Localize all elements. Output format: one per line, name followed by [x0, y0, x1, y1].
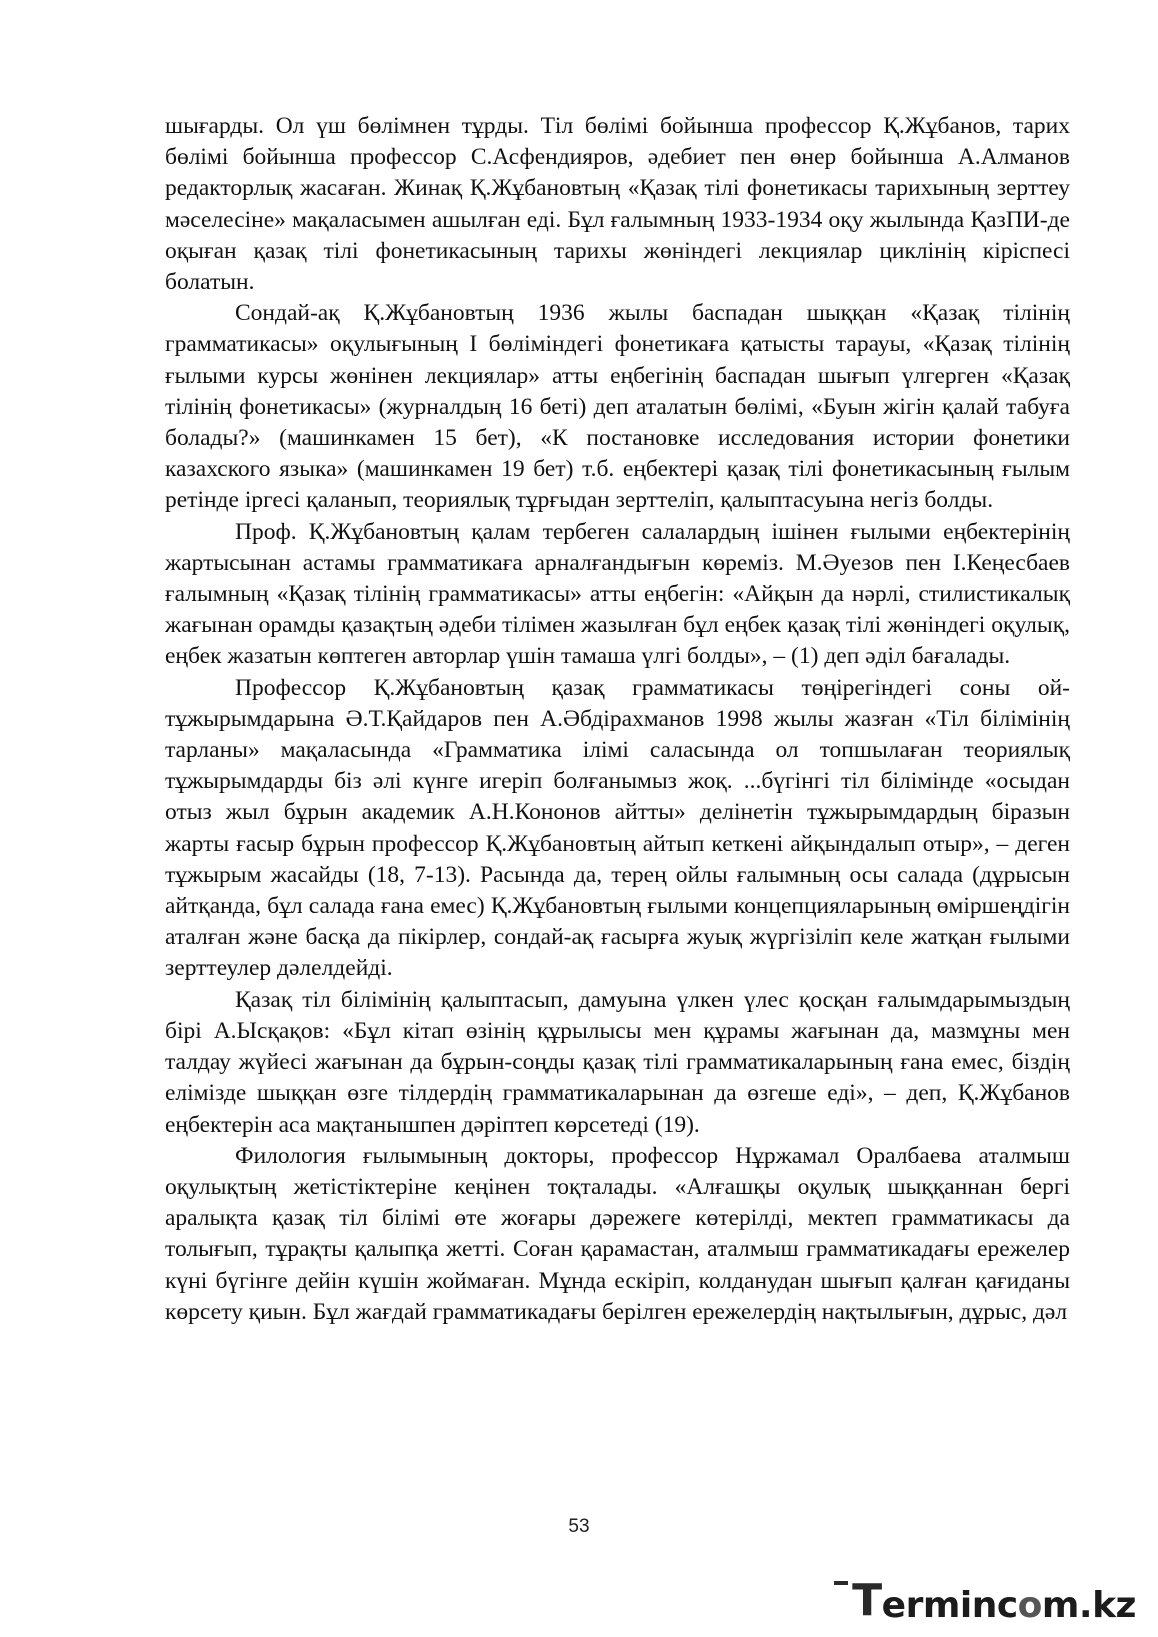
watermark-text-part2: m.kz	[1041, 1585, 1136, 1626]
watermark-letter-t: T	[852, 1575, 882, 1626]
paragraph-2: Сондай-ақ Қ.Жұбановтың 1936 жылы баспадан шыққан «Қазақ тілінің грамматикасы» оқулығының І бөліміндегі фонетикаға қатысты тарауы, «Қазақ тілінің ғылыми курсы жөнінен лекциялар» атты еңбегінің баспадан шығып үлгерген «Қазақ тілінің фонетикасы» (журналдың 16 беті) деп аталатын бөлімі, «Буын жігін қалай табуға болады?» (машинкамен 15 бет), «К постановке исследования истории фонетики казахского языка» (машинкамен 19 бет) т.б. еңбектері қазақ тілі фонетикасының ғылым ретінде іргесі қаланып, теориялық тұрғыдан зерттеліп, қалыптасуына негіз болды.	[165, 300, 1070, 514]
paragraph-4: Профессор Қ.Жұбановтың қазақ грамматикасы төңірегіндегі соны ой-тұжырымдарына Ә.Т.Қайдаров пен А.Әбдірахманов 1998 жылы жазған «Тіл білімінің тарланы» мақаласында «Грамматика ілімі саласында ол топшылаған теориялық тұжырымдарды біз әлі күнге игеріп болғанымыз жоқ. ...бүгінгі тіл білімінде «осыдан отыз жыл бұрын академик А.Н.Кононов айтты» делінетін тұжырымдардың біразын жарты ғасыр бұрын профессор Қ.Жұбановтың айтып кеткені айқындалып отыр», – деген тұжырым жасайды (18, 7-13). Расында да, терең ойлы ғалымның осы салада (дұрысын айтқанда, бұл салада ғана емес) Қ.Жұбановтың ғылыми концепцияларының өміршеңдігін аталған және басқа да пікірлер, сондай-ақ ғасырға жуық жүргізіліп келе жатқан ғылыми зерттеулер дәлелдейді.	[165, 674, 1070, 982]
paragraph-3: Проф. Қ.Жұбановтың қалам тербеген салалардың ішінен ғылыми еңбектерінің жартысынан астамы грамматикаға арналғандығын көреміз. М.Әуезов пен І.Кеңесбаев ғалымның «Қазақ тілінің грамматикасы» атты еңбегін: «Айқын да нәрлі, стилистикалық жағынан орамды қазақтың әдеби тілімен жазылған бұл еңбек қазақ тілі жөніндегі оқулық, еңбек жазатын көптеген авторлар үшін тамаша үлгі болды», – (1) деп әділ бағалады.	[165, 518, 1070, 670]
watermark-letter-o: o	[1017, 1585, 1042, 1626]
paragraph-1: шығарды. Ол үш бөлімнен тұрды. Тіл бөлімі бойынша профессор Қ.Жұбанов, тарих бөлімі бойынша профессор С.Асфендияров, әдебиет пен өнер бойынша А.Алманов редакторлық жасаған. Жинақ Қ.Жұбановтың «Қазақ тілі фонетикасы тарихының зерттеу мәселесіне» мақаласымен ашылған еді. Бұл ғалымның 1933-1934 оқу жылында ҚазПИ-де оқыған қазақ тілі фонетикасының тарихы жөніндегі лекциялар циклінің кіріспесі болатын.	[165, 113, 1070, 296]
watermark-text-part1: erminc	[881, 1585, 1018, 1626]
page-number: 53	[568, 1516, 590, 1537]
paragraph-5: Қазақ тіл білімінің қалыптасып, дамуына үлкен үлес қосқан ғалымдарымыздың бірі А.Ысқақов: «Бұл кітап өзінің құрылысы мен құрамы жағынан да, мазмұны мен талдау жүйесі жағынан да бұрын-соңды қазақ тілі грамматикаларының ғана емес, біздің елімізде шыққан өзге тілдердің грамматикаларынан да өзгеше еді», – деп, Қ.Жұбанов еңбектерін аса мақтанышпен дәріптеп көрсетеді (19).	[165, 986, 1070, 1138]
document-body	[165, 111, 1070, 1328]
termincom-watermark-logo	[852, 1575, 1136, 1626]
paragraph-6: Филология ғылымының докторы, профессор Нұржамал Оралбаева аталмыш оқулықтың жетістіктеріне кеңінен тоқталады. «Алғашқы оқулық шыққаннан бергі аралықта қазақ тіл білімі өте жоғары дәрежеге көтерілді, мектеп грамматикасы да толығып, тұрақты қалыпқа жетті. Соған қарамастан, аталмыш грамматикадағы ережелер күні бүгінге дейін күшін жоймаған. Мұнда ескіріп, колданудан шығып қалған қағиданы көрсету қиын. Бұл жағдай грамматикадағы берілген ережелердің нақтылығын, дұрыс, дәл	[165, 1142, 1070, 1325]
